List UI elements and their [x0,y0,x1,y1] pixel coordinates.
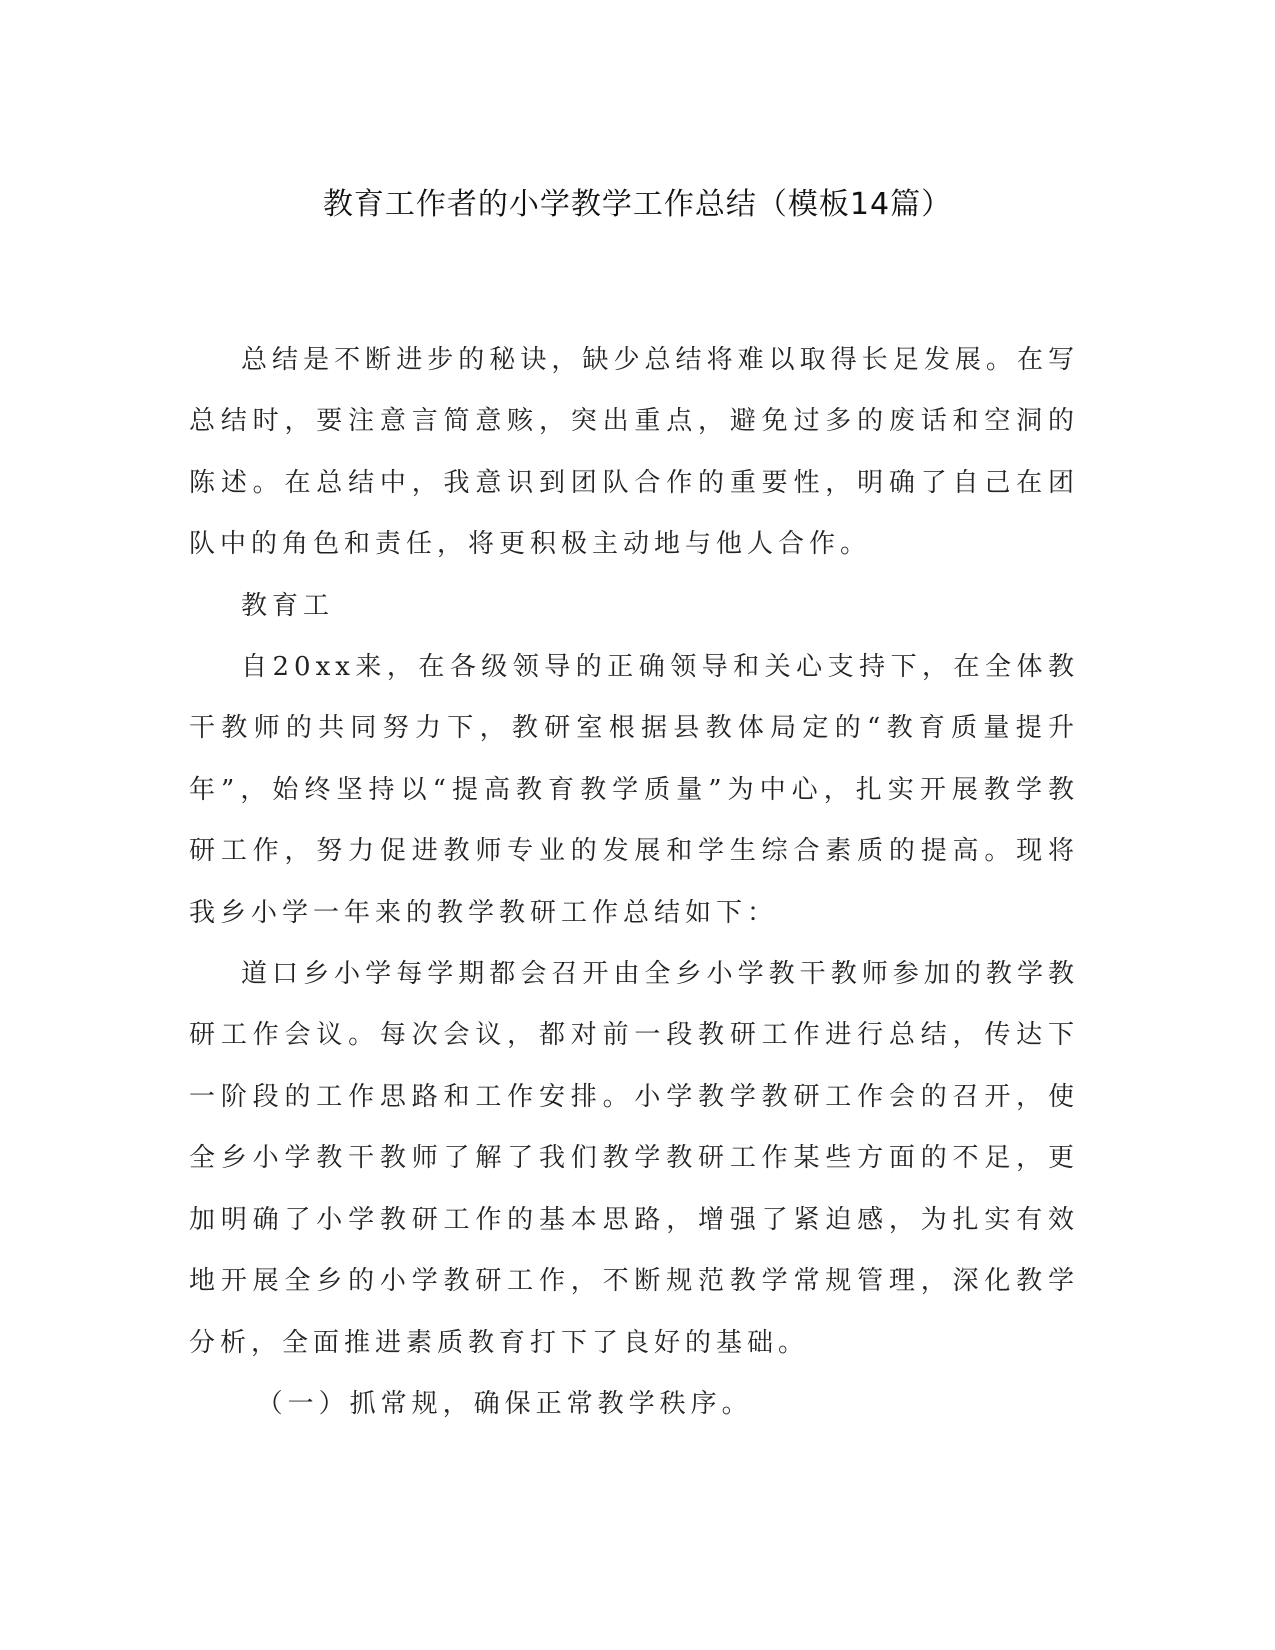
paragraph-heading-fragment: 教育工 [241,590,335,621]
paragraph-intro: 总结是不断进步的秘诀，缺少总结将难以取得长足发展。在写总结时，要注意言简意赅，突出重点，避免过多的废话和空洞的陈述。在总结中，我意识到团队合作的重要性，明确了自己在团队中的角色和责任，将更积极主动地与他人合作。 [189,345,1079,560]
document-title: 教育工作者的小学教学工作总结（模板14篇） [322,187,953,222]
paragraph-overview: 自20xx来，在各级领导的正确领导和关心支持下，在全体教干教师的共同努力下，教研室根据县教体局定的“教育质量提升年”，始终坚持以“提高教育教学质量”为中心，扎实开展教学教研工作，努力促进教师专业的发展和学生综合素质的提高。现将我乡小学一年来的教学教研工作总结如下： [189,652,1079,928]
section-heading: （一）抓常规，确保正常教学秩序。 [256,1388,753,1419]
document-body [189,330,1079,1435]
paragraph-meeting: 道口乡小学每学期都会召开由全乡小学教干教师参加的教学教研工作会议。每次会议，都对前一段教研工作进行总结，传达下一阶段的工作思路和工作安排。小学教学教研工作会的召开，使全乡小学教干教师了解了我们教学教研工作某些方面的不足，更加明确了小学教研工作的基本思路，增强了紧迫感，为扎实有效地开展全乡的小学教研工作，不断规范教学常规管理，深化教学分析，全面推进素质教育打下了良好的基础。 [189,959,1079,1358]
